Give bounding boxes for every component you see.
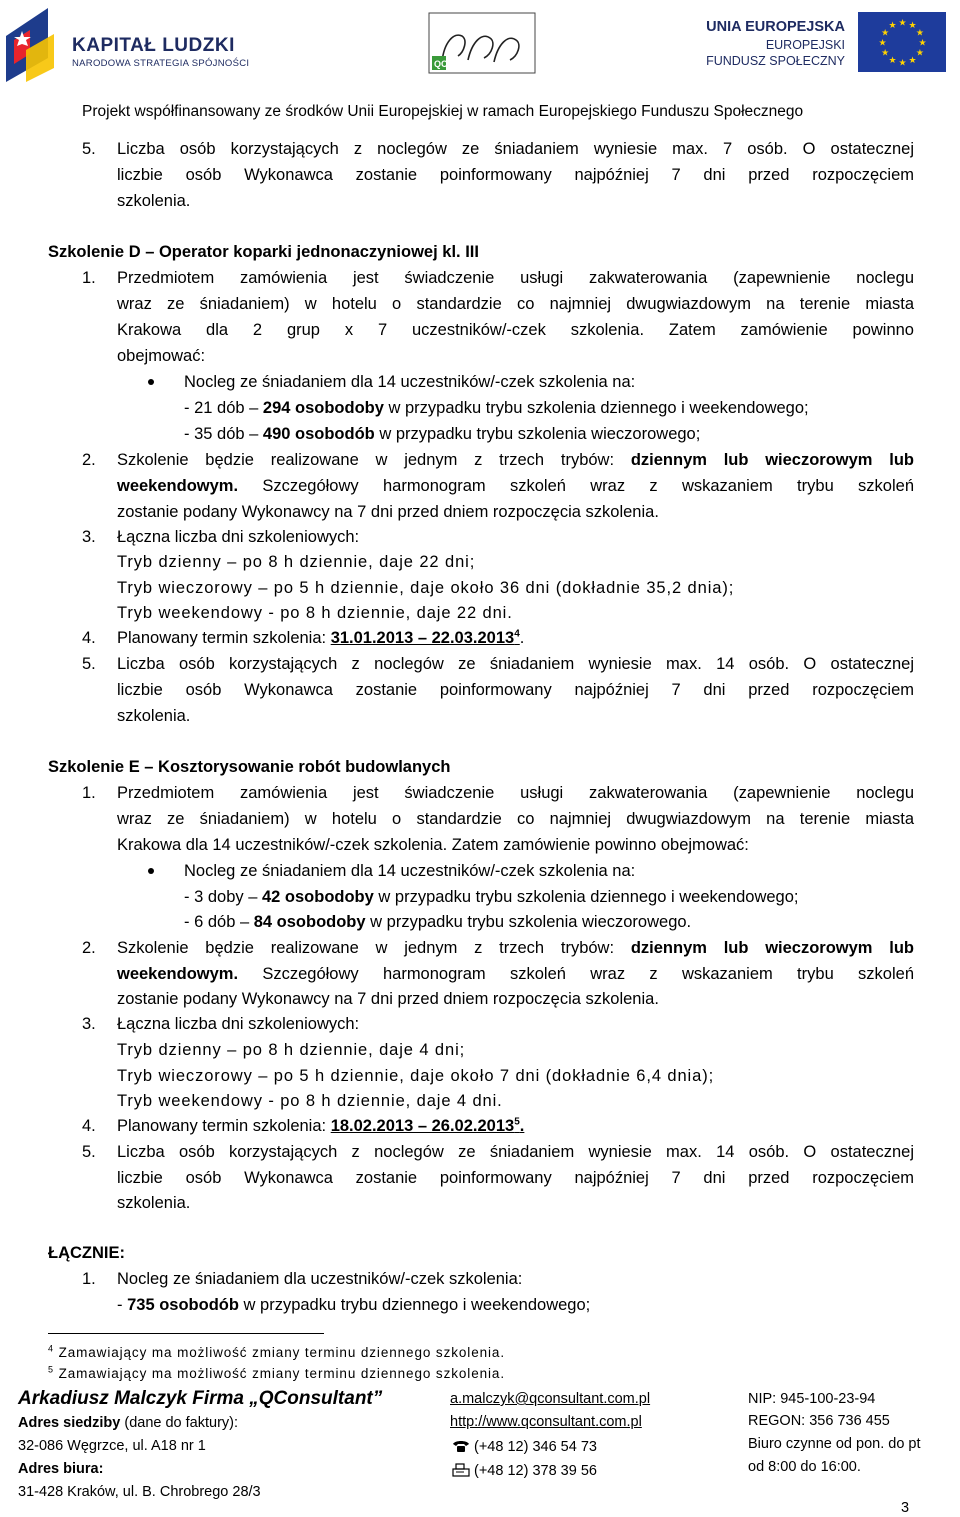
paragraph-line: Liczba osób korzystających z noclegów ze śniadaniem wyniesie max. 7 osób. O ostatecznej [117, 140, 914, 158]
office-label: Adres biura: [18, 1461, 104, 1477]
nip: NIP: 945-100-23-94 [748, 1391, 876, 1407]
office-address: 31-428 Kraków, ul. B. Chrobrego 28/3 [18, 1484, 261, 1500]
item-number: 4. [82, 629, 96, 647]
kapital-ludzki-title: KAPITAŁ LUDZKI [72, 35, 235, 56]
item-number: 1. [82, 1270, 96, 1288]
eu-star-icon: ★ [908, 20, 917, 31]
eu-star-icon: ★ [918, 37, 927, 48]
paragraph-line: Łączna liczba dni szkoleniowych: [117, 1015, 360, 1033]
paragraph-line: szkolenia. [117, 1194, 191, 1212]
paragraph-line: Łączna liczba dni szkoleniowych: [117, 528, 360, 546]
schedule-line: Tryb wieczorowy – po 5 h dziennie, daje około 36 dni (dokładnie 35,2 dnia); [117, 579, 735, 597]
item-number: 5. [82, 655, 96, 673]
detail-line: - 35 dób – 490 osobodób w przypadku trybu szkolenia wieczorowego; [184, 425, 701, 443]
bullet-icon [148, 379, 154, 385]
paragraph-line: liczbie osób Wykonawca zostanie poinformowany najpóźniej 7 dni przed rozpoczęciem [117, 166, 914, 184]
page-number: 3 [901, 1500, 910, 1516]
paragraph-line: Szkolenie będzie realizowane w jednym z trzech trybów: dziennym lub wieczorowym lub [117, 451, 914, 469]
paragraph-line: Krakowa dla 2 grup x 7 uczestników/-czek szkolenia. Zatem zamówienie powinno [117, 321, 914, 339]
seat-label: Adres siedziby (dane do faktury): [18, 1415, 239, 1431]
detail-line: - 735 osobodób w przypadku trybu dziennego i weekendowego; [117, 1296, 591, 1314]
schedule-line: Tryb dzienny – po 8 h dziennie, daje 4 dni; [117, 1041, 466, 1059]
office-hours-1: Biuro czynne od pon. do pt [748, 1436, 921, 1452]
bullet-text: Nocleg ze śniadaniem dla 14 uczestników/-czek szkolenia na: [184, 862, 636, 880]
eu-star-icon: ★ [915, 47, 924, 58]
paragraph-line: Nocleg ze śniadaniem dla uczestników/-czek szkolenia: [117, 1270, 523, 1288]
item-number: 4. [82, 1117, 96, 1135]
seat-address: 32-086 Węgrzce, ul. A18 nr 1 [18, 1438, 206, 1454]
section-e-title: Szkolenie E – Kosztorysowanie robót budowlanych [48, 758, 451, 776]
paragraph-line: liczbie osób Wykonawca zostanie poinformowany najpóźniej 7 dni przed rozpoczęciem [117, 1169, 914, 1187]
paragraph-line: Przedmiotem zamówienia jest świadczenie usługi zakwaterowania (zapewnienie noclegu [117, 269, 914, 287]
website-link[interactable]: http://www.qconsultant.com.pl [450, 1414, 642, 1430]
item-number: 2. [82, 939, 96, 957]
company-name: Arkadiusz Malczyk Firma „QConsultant” [18, 1388, 383, 1409]
eu-star-icon: ★ [881, 47, 890, 58]
paragraph-line: wraz ze śniadaniem) w hotelu o standardzie co najmniej dwugwiazdowym na terenie miasta [117, 810, 914, 828]
paragraph-line: Liczba osób korzystających z noclegów ze śniadaniem wyniesie max. 14 osób. O ostatecznej [117, 1143, 914, 1161]
paragraph-line: weekendowym. Szczegółowy harmonogram szkoleń wraz z wskazaniem trybu szkoleń [117, 965, 914, 983]
eu-star-icon: ★ [908, 54, 917, 65]
schedule-line: Tryb wieczorowy – po 5 h dziennie, daje około 7 dni (dokładnie 6,4 dnia); [117, 1067, 715, 1085]
paragraph-line: Szkolenie będzie realizowane w jednym z trzech trybów: dziennym lub wieczorowym lub [117, 939, 914, 957]
footnote-divider [48, 1333, 324, 1334]
ue-subtitle-1: EUROPEJSKI [765, 38, 845, 52]
eu-flag-icon [858, 12, 946, 72]
detail-line: - 3 doby – 42 osobodoby w przypadku trybu szkolenia dziennego i weekendowego; [184, 888, 799, 906]
item-number: 1. [82, 784, 96, 802]
phone-icon [452, 1439, 470, 1453]
regon: REGON: 356 736 455 [748, 1413, 890, 1429]
paragraph-line: Liczba osób korzystających z noclegów ze śniadaniem wyniesie max. 14 osób. O ostatecznej [117, 655, 914, 673]
detail-line: - 6 dób – 84 osobodoby w przypadku trybu szkolenia wieczorowego. [184, 913, 692, 931]
paragraph-line: szkolenia. [117, 192, 191, 210]
eu-star-icon: ★ [888, 54, 897, 65]
phone-line: (+48 12) 346 54 73 [452, 1439, 597, 1455]
item-number: 3. [82, 528, 96, 546]
paragraph-line: obejmować: [117, 347, 206, 365]
paragraph-line: weekendowym. Szczegółowy harmonogram szkoleń wraz z wskazaniem trybu szkoleń [117, 477, 914, 495]
footnote: $^5$ Zamawiający ma możliwość zmiany terminu dziennego szkolenia. [48, 1364, 505, 1381]
bullet-icon [148, 868, 154, 874]
eu-star-icon: ★ [881, 27, 890, 38]
eu-star-icon: ★ [915, 27, 924, 38]
planned-date-line: Planowany termin szkolenia: 31.01.2013 – 22.03.2013$^4$. [117, 628, 525, 647]
project-cofinancing-line: Projekt współfinansowany ze środków Unii Europejskiej w ramach Europejskiego Funduszu Społecznego [82, 103, 804, 120]
eu-star-icon: ★ [878, 37, 887, 48]
bullet-text: Nocleg ze śniadaniem dla 14 uczestników/-czek szkolenia na: [184, 373, 636, 391]
fax-icon [452, 1463, 470, 1477]
schedule-line: Tryb dzienny – po 8 h dziennie, daje 22 dni; [117, 553, 476, 571]
item-number: 2. [82, 451, 96, 469]
paragraph-line: zostanie podany Wykonawcy na 7 dni przed dniem rozpoczęcia szkolenia. [117, 990, 659, 1008]
paragraph-line: Przedmiotem zamówienia jest świadczenie usługi zakwaterowania (zapewnienie noclegu [117, 784, 914, 802]
schedule-line: Tryb weekendowy - po 8 h dziennie, daje 22 dni. [117, 604, 513, 622]
planned-date-line: Planowany termin szkolenia: 18.02.2013 – 26.02.2013$^5$. [117, 1116, 525, 1135]
fax-line: (+48 12) 378 39 56 [452, 1463, 597, 1479]
paragraph-line: Krakowa dla 14 uczestników/-czek szkolenia. Zatem zamówienie powinno obejmować: [117, 836, 749, 854]
paragraph-line: zostanie podany Wykonawcy na 7 dni przed dniem rozpoczęcia szkolenia. [117, 503, 659, 521]
eu-star-icon: ★ [898, 57, 907, 68]
item-number: 5. [82, 1143, 96, 1161]
item-number: 5. [82, 140, 96, 158]
paragraph-line: liczbie osób Wykonawca zostanie poinformowany najpóźniej 7 dni przed rozpoczęciem [117, 681, 914, 699]
paragraph-line: szkolenia. [117, 707, 191, 725]
page-header [0, 0, 960, 120]
schedule-line: Tryb weekendowy - po 8 h dziennie, daje 4 dni. [117, 1092, 503, 1110]
detail-line: - 21 dób – 294 osobodoby w przypadku trybu szkolenia dziennego i weekendowego; [184, 399, 809, 417]
section-d-title: Szkolenie D – Operator koparki jednonaczyniowej kl. III [48, 243, 479, 261]
qconsultant-logo [428, 12, 536, 74]
paragraph-line: wraz ze śniadaniem) w hotelu o standardzie co najmniej dwugwiazdowym na terenie miasta [117, 295, 914, 313]
item-number: 1. [82, 269, 96, 287]
footnote: $^4$ Zamawiający ma możliwość zmiany terminu dziennego szkolenia. [48, 1343, 505, 1360]
office-hours-2: od 8:00 do 16:00. [748, 1459, 861, 1475]
eu-star-icon: ★ [898, 17, 907, 28]
ue-title: UNIA EUROPEJSKA [706, 19, 845, 35]
ue-subtitle-2: FUNDUSZ SPOŁECZNY [706, 54, 845, 68]
email-link[interactable]: a.malczyk@qconsultant.com.pl [450, 1391, 651, 1407]
item-number: 3. [82, 1015, 96, 1033]
eu-star-icon: ★ [888, 20, 897, 31]
total-title: ŁĄCZNIE: [48, 1244, 125, 1262]
svg-text:QC: QC [434, 59, 448, 69]
kapital-ludzki-subtitle: NARODOWA STRATEGIA SPÓJNOŚCI [72, 58, 250, 69]
kapital-ludzki-logo [4, 6, 58, 84]
